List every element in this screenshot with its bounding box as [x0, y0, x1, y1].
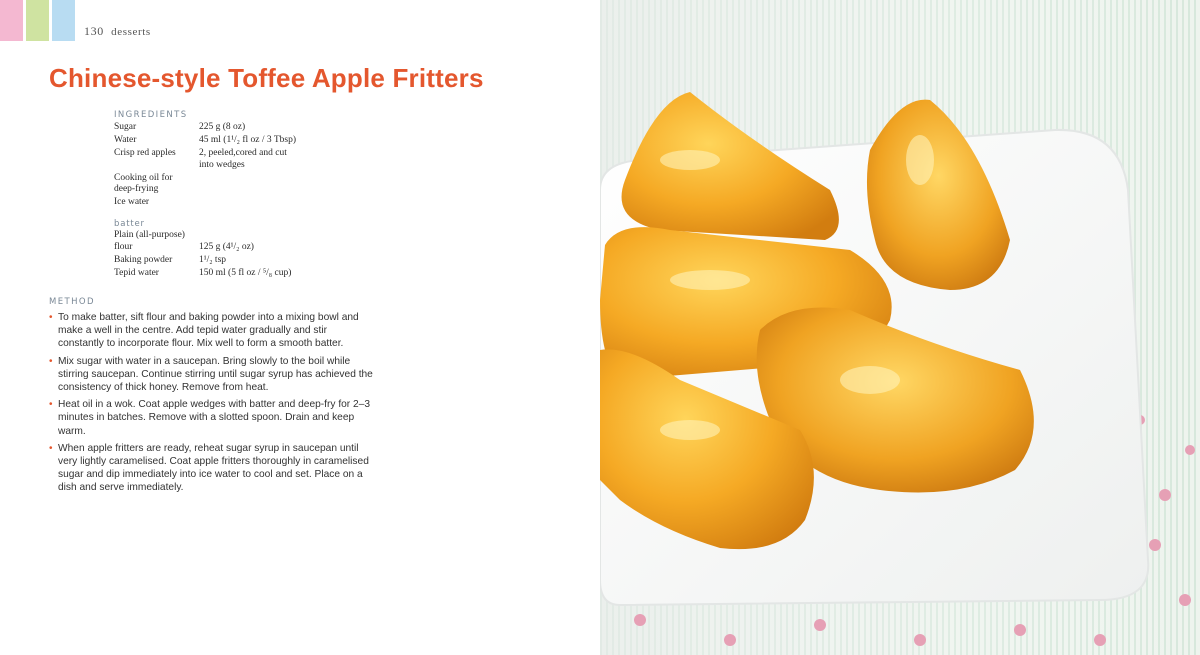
- batter-ingredients-list: [114, 230, 364, 281]
- section-tab-pink: [0, 0, 23, 41]
- section-tab-blue: [52, 0, 75, 41]
- ingredient-name: Water: [114, 135, 137, 145]
- bullet-icon: •: [49, 442, 53, 454]
- ingredient-name: Crisp red apples: [114, 148, 176, 158]
- ingredient-name: Tepid water: [114, 267, 159, 278]
- method-step: [49, 311, 374, 351]
- method-step-text: To make batter, sift flour and baking powder into a mixing bowl and make a well in the centre. Add tepid water gradually and stir constantly to incorporate flour. Mix well to form a smooth batter.: [58, 312, 359, 350]
- page-number: 130: [84, 24, 104, 38]
- section-name: desserts: [111, 26, 151, 38]
- ingredient-row: [114, 148, 364, 171]
- bullet-icon: •: [49, 312, 53, 323]
- batter-ingredient-row: [114, 230, 364, 253]
- batter-ingredient-row: [114, 268, 364, 280]
- ingredient-quantity: 2, peeled,cored and cut into wedges: [199, 148, 287, 170]
- method-step-text: Mix sugar with water in a saucepan. Bring slowly to the boil while stirring saucepan. Continue stirring until sugar syrup has achieved the consistency of thick honey. Remove from heat.: [58, 355, 373, 394]
- ingredient-quantity: 45 ml (1¹/₂ fl oz / 3 Tbsp): [199, 135, 297, 145]
- running-header: [84, 24, 151, 39]
- ingredients-heading: INGREDIENTS: [114, 110, 188, 120]
- ingredient-name: Ice water: [114, 197, 150, 207]
- method-heading: METHOD: [49, 297, 95, 307]
- batter-ingredient-row: [114, 255, 364, 267]
- ingredient-row: [114, 122, 364, 134]
- ingredient-quantity: 225 g (8 oz): [199, 122, 246, 132]
- recipe-title: Chinese-style Toffee Apple Fritters: [49, 63, 484, 93]
- ingredient-name: Cooking oil for deep-frying: [114, 172, 173, 194]
- ingredient-quantity: 150 ml (5 fl oz / ⁵/₈ cup): [199, 267, 292, 278]
- ingredient-quantity: 1¹/₂ tsp: [199, 254, 227, 265]
- method-step: [49, 398, 374, 438]
- method-step-text: Heat oil in a wok. Coat apple wedges with batter and deep-fry for 2–3 minutes in batches. Remove with a slotted spoon. Drain and keep warm.: [58, 399, 371, 437]
- food-photo: [600, 0, 1200, 655]
- ingredient-name: Sugar: [114, 122, 137, 132]
- ingredient-name: Baking powder: [114, 254, 173, 265]
- batter-heading: batter: [114, 219, 145, 229]
- bullet-icon: •: [49, 399, 53, 411]
- method-step-text: When apple fritters are ready, reheat sugar syrup in saucepan until very lightly caramelised. Coat apple fritters thoroughly in caramelised sugar and dip immediately into ice water to cool and set. Place on a dish and serve immediately.: [58, 442, 369, 494]
- ingredient-quantity: 125 g (4¹/₂ oz): [199, 241, 254, 252]
- method-step: [49, 442, 374, 495]
- method-steps: [49, 311, 374, 499]
- method-step: [49, 355, 374, 395]
- apple-fritters-photo: [600, 0, 1200, 655]
- ingredient-row: [114, 135, 364, 147]
- ingredients-list: [114, 122, 364, 210]
- ingredient-name: Plain (all-purpose) flour: [114, 230, 185, 252]
- section-tab-green: [26, 0, 49, 41]
- ingredient-row: [114, 197, 364, 209]
- bullet-icon: •: [49, 355, 53, 367]
- ingredient-row: [114, 173, 364, 196]
